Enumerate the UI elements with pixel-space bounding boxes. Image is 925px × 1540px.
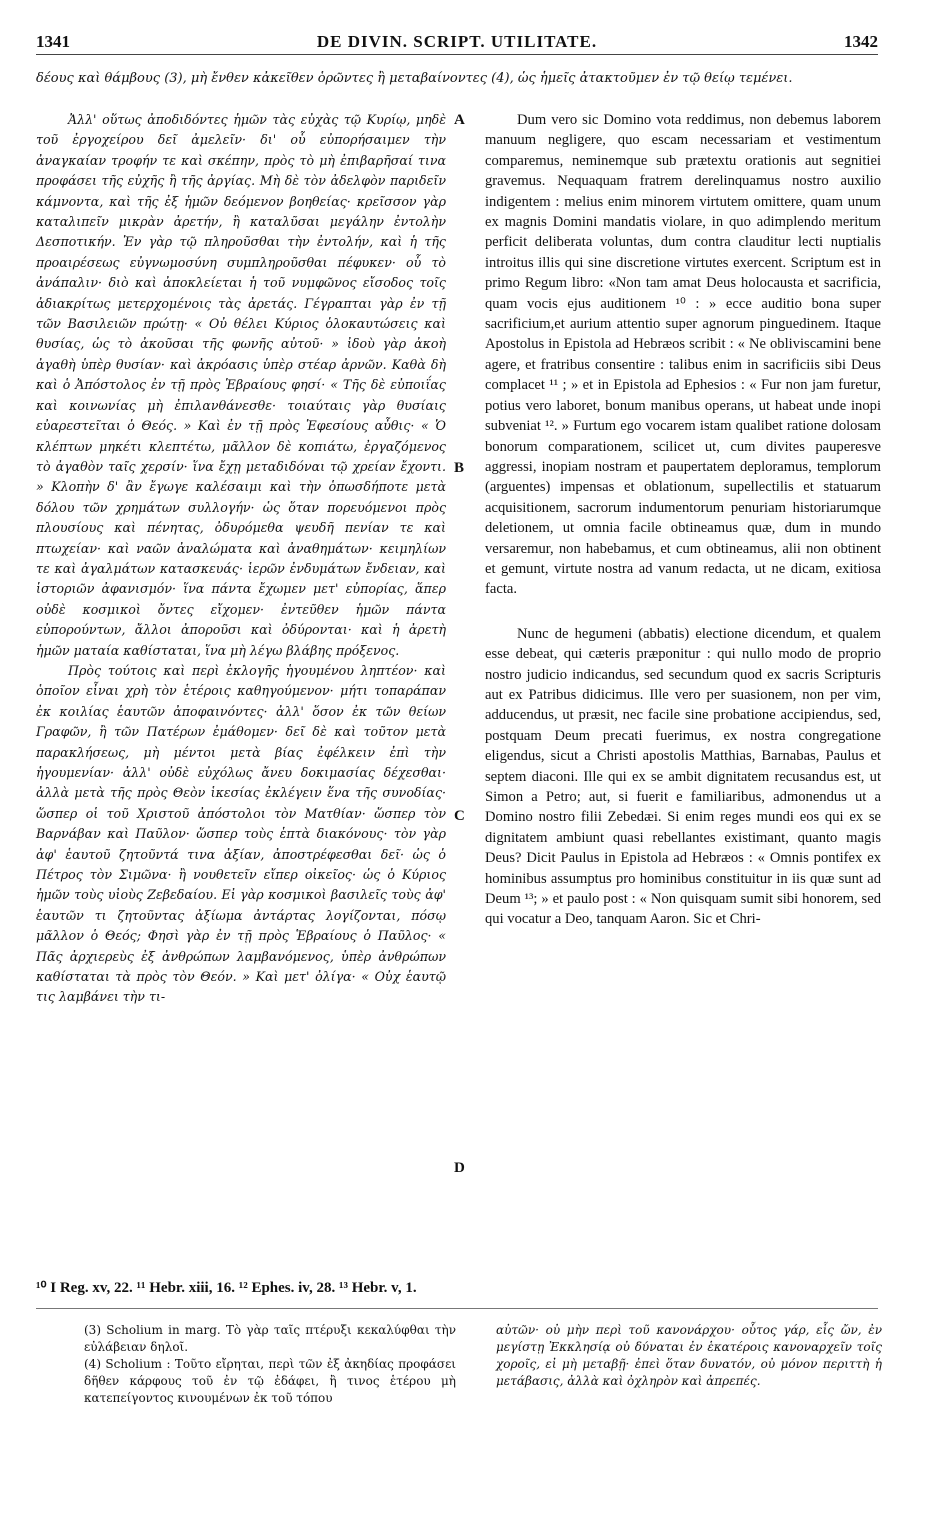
greek-paragraph: Πρὸς τούτοις καὶ περὶ ἐκλογῆς ἡγουμένου ληπτέον· καὶ ὁποῖον εἶναι χρὴ τὸν ἑτέροις καθηγούμενον· μήτι τοπαράπαν ἐκ κοιλίας ἑαυτῶν ἀποφαινόντες· ἀλλ' ὅσον ἐκ τῶν θείων Γραφῶν, ἢ τῶν Πατέρων ἐμάθομεν· δεῖ δὲ καὶ τοῦτον μετὰ παρακλήσεως, μὴ μέντοι μετὰ βίας ἐφέλκειν ἐπὶ τὴν ἡγουμενίαν· ἀλλ' οὐδὲ εὐχόλως ἄνευ δοκιμασίας δέχεσθαι· ἀλλὰ μετὰ τῆς πρὸς Θεὸν ἱκεσίας ἐκλέγειν ἕνα τῆς συνοδίας· ὥσπερ οἱ τοῦ Χριστοῦ ἀπόστολοι τὸν Ματθίαν· ὥσπερ τὸν Βαρνάβαν καὶ Παῦλον· ὥσπερ τοὺς ἑπτὰ διακόνους· τὸν γὰρ ἀφ' ἑαυτοῦ ζητοῦντά τινα ἀξίαν, ἀποστρέφεσθαι δεῖ· ὡς ὁ Πέτρος τὸν Σιμῶνα· ἢ νουθετεῖν εἴπερ οἰκεῖος· ὡς ὁ Κύριος ἡμῶν τοὺς υἱοὺς Ζεβεδαίου. Εἰ γὰρ κοσμικοὶ βασιλεῖς τοὺς ἀφ' ἑαυτῶν τι ζητοῦντας ἀξίωμα ἀντάρτας λογίζονται, πόσῳ μᾶλλον ὁ Θεός; Φησὶ γὰρ ἐν τῇ πρὸς Ἑβραίους ὁ Παῦλος· « Πᾶς ἀρχιερεὺς ἐξ ἀνθρώπων λαμβανόμενος, ὑπὲρ ἀνθρώπων καθίσταται τὰ πρὸς τὸν Θεόν. » Καὶ μετ' ὀλίγα· « Οὐχ ἑαυτῷ τις λαμβάνει τὴν τι- [36,662,446,1005]
page-header [36,28,878,55]
column-marker-b: B [454,460,465,476]
scholium-3: (3) Scholium in marg. Τὸ γὰρ ταῖς πτέρυξι κεκαλύφθαι τὴν εὐλάβειαν δηλοῖ. [84,1323,456,1354]
column-marker-c: C [454,808,465,824]
column-marker-a: A [454,112,465,128]
scripture-references: ¹⁰ I Reg. xv, 22. ¹¹ Hebr. xiii, 16. ¹² Ephes. iv, 28. ¹³ Hebr. v, 1. [36,1280,417,1296]
latin-paragraph: Dum vero sic Domino vota reddimus, non debemus laborem manuum negligere, quo escam necessariam et vestimentum comparemus, neminemque sub prætextu orationis aut segnitiei gravemus. Nequaquam fratrem derelinquamus nostro auxilio indigentem : melius enim minorem virtutem omittere, quam unum ex magnis Domini mandatis violare, in quo adimplendo meritum perficit deliberata voluntas, dum contra clauditur lecti nuptialis introitus illis qui sine discretione virtutes exercent. Scriptum est in primo Regum libro: «Non tam amat Deus holocausta et sacrificia, quam vocis ejus auditionem ¹⁰ : » ecce auditio bona super sacrificium,et aurium attentio super agnorum pinguedinem. Itaque Apostolus in Epistola ad Hebræos scribit : « Ne obliviscamini bene agere, et fratribus consentire : talibus enim in sacrificiis sibi Deus complacet ¹¹ ; » et in Epistola ad Ephesios : « Fur non jam furetur, potius vero laboret, bonum manibus operans, ut habeat unde inopi subveniat ¹². » Furtum ego vocarem istam qualibet ratione dolosam bonorum comparationem, scilicet ut, cum divites pauperesve aggressi, inopiam nostram et paupertatem deploramus, templorum (arguentes) impensas et oblationum, supellectilis et statuarum acquisitionem, sacrorum indumentorum penuriam historiarumque deletionem, ut omnia facile obtineamus quæ, dum in mundo versaremur, non habebamus, et cum obtineamus, alii non obtinent et gemunt, virtute nostra ad vanum redacta, ut ne dicam, exitiosa facta. [485,112,881,598]
footnote-divider [36,1308,878,1309]
greek-paragraph: Ἀλλ' οὕτως ἀποδιδόντες ἡμῶν τὰς εὐχὰς τῷ Κυρίῳ, μηδὲ τοῦ ἐργοχείρου δεῖ ἀμελεῖν· δι' οὗ εὐπορήσαιμεν τὴν ἀναγκαίαν τροφήν τε καὶ σκέπην, πρὸς τὸ μὴ ἐπιβαρῆσαί τινα προφάσει τῆς εὐχῆς ἢ τῆς ἀργίας. Μὴ δὲ τὸν ἀδελφὸν παριδεῖν κάμνοντα, καὶ τῆς ἐξ ἡμῶν δεόμενον βοηθείας· κρεῖσσον γὰρ καταλιπεῖν μικρὰν ἀρετήν, ἢ καταλῦσαι μεγάλην ἐντολὴν Δεσποτικήν. Ἐν γὰρ τῷ πληροῦσθαι τὴν ἐντολήν, καὶ ἡ τῆς προαιρέσεως εὐγνωμοσύνη συμπληροῦσθαι πέφυκεν· οὗ τὸ ἀνάπαλιν· διὸ καὶ ἀποκλείεται ἡ τοῦ νυμφῶνος εἴσοδος τοῖς ἀδιακρίτως μετερχομένοις τὰς ἀρετάς. Γέγραπται γὰρ ἐν τῇ τῶν Βασιλειῶν πρώτῃ· « Οὐ θέλει Κύριος ὁλοκαυτώσεις καὶ θυσίας, ὡς τὸ ἀκοῦσαι τῆς φωνῆς αὐτοῦ· » ἰδοὺ γὰρ ἀκοὴ ἀγαθὴ ὑπὲρ θυσίαν· καὶ ἀκρόασις ὑπὲρ στέαρ ἀρνῶν. Καθὰ δὴ καὶ ὁ Ἀπόστολος ἐν τῇ πρὸς Ἑβραίους φησί· « Τῆς δὲ εὐποιΐας καὶ κοινωνίας μὴ ἐπιλανθάνεσθε· τοιαύταις γὰρ θυσίαις εὐαρεστεῖται ὁ Θεός. » Καὶ ἐν τῇ πρὸς Ἐφεσίους αὖθις· « Ὁ κλέπτων μηκέτι κλεπτέτω, μᾶλλον δὲ κοπιάτω, ἐργαζόμενος τὸ ἀγαθὸν ταῖς χερσίν· ἵνα ἔχῃ μεταδιδόναι τῷ χρείαν ἔχοντι. » Κλοπὴν δ' ἂν ἔγωγε καλέσαιμι καὶ τὴν ὁπωσδήποτε μετὰ δόλου τῶν χρημάτων συλλογήν· ὡς ὅταν πορευόμενοι πρὸς πλουσίους καὶ πένητας, ὀδυρόμεθα ψευδῆ πενίαν τε καὶ πτωχείαν· καὶ ναῶν ἀναλώματα καὶ ἀναθημάτων· κειμηλίων τε καὶ ἀγαλμάτων κατασκευάς· ἱερῶν ἐνδυμάτων ἔνδειαν, καὶ ἱστοριῶν ἀφανισμόν· ἵνα πάντα ἔχωμεν μετ' εὐπορίας, ἅπερ οὐδὲ κοσμικοὶ ὄντες εἴχομεν· ἐντεῦθεν ἡμῶν πάντα εὐπορούντων, ἄλλοι ἀποροῦσι καὶ ὀδύρονται· καὶ ἡ ἀρετὴ ἡμῶν ματαία καθίσταται, ἵνα μὴ λέγω βλάβης πρόξενος. [36,112,446,658]
column-marker-d: D [454,1160,465,1176]
page-number-right: 1342 [844,32,878,51]
running-title: DE DIVIN. SCRIPT. UTILITATE. [316,32,598,51]
latin-column [485,110,881,930]
latin-paragraph: Nunc de hegumeni (abbatis) electione dicendum, et qualem esse debeat, qui cæteris præponitur : qui nullo modo de proprio nostro judicio indicandus, sed secundum quod ex sacris Scripturis aut ex Patribus didicimus. Ille vero per suasionem, non per vim, adducendus, ut præsit, nec facile sine probatione accipiendus, sed, postquam Deum precati fuerimus, ex nostra congregatione eligendus, sicut a Christi apostolis Matthias, Barnabas, Paulus et septem diaconi. Ille qui ex se ambit dignitatem recusandus est, ut Simon a Petro; aut, si fuerit e familiaribus, admonendus ut a Domino nostro filii Zebedæi. Si enim reges mundi eos qui ex se dignitatem ambiunt quasi rebellantes existimant, quanto magis Deus? Dicit Paulus in Epistola ad Hebræos : « Omnis pontifex ex hominibus assumptus pro hominibus constituitur in iis quæ sunt ad Deum ¹³; » et paulo post : « Non quisquam sumit sibi honorem, sed qui vocatur a Deo, tanquam Aaron. Sic et Chri- [485,625,881,928]
scholia-left [84,1322,456,1407]
page-number-left: 1341 [36,32,70,51]
scholium-4: (4) Scholium : Τοῦτο εἴρηται, περὶ τῶν ἐξ ἀκηδίας προφάσει δῆθεν κάρφους τοῦ ἐν τῷ ἐδάφει, ἢ τινος ἑτέρου μὴ κατεπείγοντος κινουμένων ἐκ τοῦ τόπου [84,1357,456,1405]
greek-column [36,110,446,1008]
scholia-right: αὐτῶν· οὐ μὴν περὶ τοῦ κανονάρχου· οὗτος γάρ, εἷς ὤν, ἐν μεγίστῃ Ἐκκλησίᾳ οὐ δύναται ἐν ἑκατέροις κανοναρχεῖν τοῖς χοροῖς, εἰ μὴ μεταβῇ· ἐπεὶ ὅταν δυνατόν, οὐ μόνον περιττὴ ἡ μετάβασις, ἀλλὰ καὶ ὀχληρὸν καὶ ἀπρεπές. [496,1323,882,1388]
greek-continuation: δέους καὶ θάμβους (3), μὴ ἔνθεν κἀκεῖθεν ὁρῶντες ἢ μεταβαίνοντες (4), ὡς ἡμεῖς ἀτακτοῦμεν ἐν τῷ θείῳ τεμένει. [36,71,793,86]
